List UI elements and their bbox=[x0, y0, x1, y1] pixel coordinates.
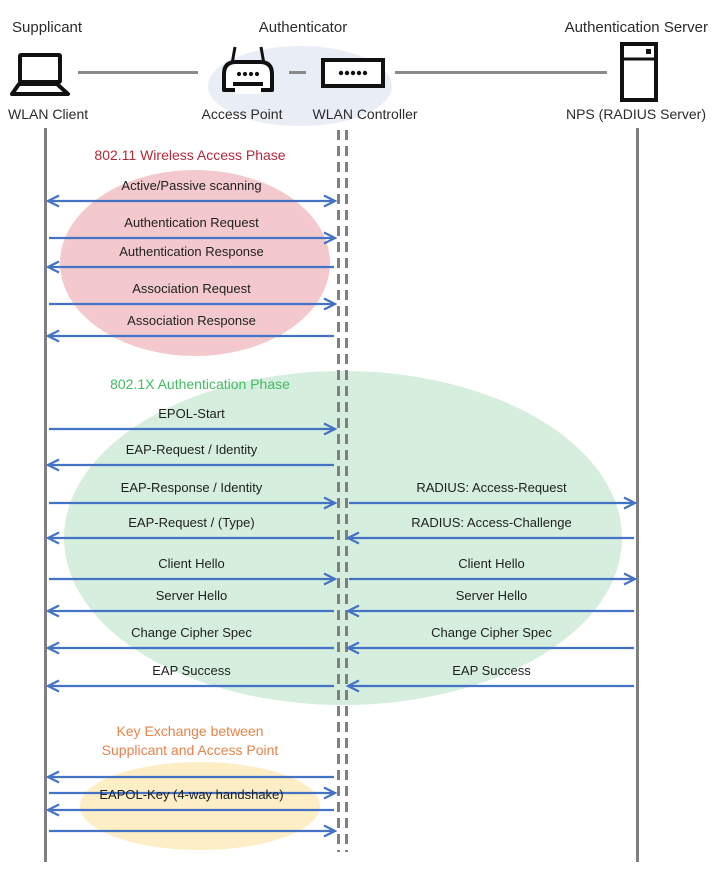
message bbox=[46, 312, 337, 346]
message-label: Server Hello bbox=[155, 588, 228, 603]
message bbox=[46, 624, 337, 658]
message-label: EPOL-Start bbox=[158, 406, 225, 421]
node-label-wlan-client: WLAN Client bbox=[8, 106, 89, 122]
message-label: Authentication Response bbox=[119, 244, 264, 259]
message bbox=[46, 587, 337, 621]
message-arrow-left bbox=[346, 641, 637, 655]
node-label-access-point: Access Point bbox=[201, 106, 283, 122]
message-arrow-right bbox=[46, 422, 337, 436]
phase3-title-line2: Supplicant and Access Point bbox=[101, 742, 279, 758]
message-label: RADIUS: Access-Request bbox=[416, 480, 567, 495]
message-label: Server Hello bbox=[455, 588, 528, 603]
message bbox=[46, 441, 337, 475]
message-label: Change Cipher Spec bbox=[131, 625, 252, 640]
message-label: Active/Passive scanning bbox=[121, 178, 262, 193]
message-label: EAP-Request / Identity bbox=[125, 442, 258, 457]
message-arrow-left bbox=[346, 604, 637, 618]
role-label-supplicant: Supplicant bbox=[12, 19, 83, 36]
message-arrow-left bbox=[46, 679, 337, 693]
node-label-nps-radius-server: NPS (RADIUS Server) bbox=[565, 106, 707, 122]
message bbox=[346, 662, 637, 696]
message-arrow-left bbox=[46, 260, 337, 274]
message-label: EAPOL-Key (4-way handshake) bbox=[99, 787, 284, 802]
message-arrow-right bbox=[46, 572, 337, 586]
message bbox=[46, 280, 337, 314]
message-arrow-right bbox=[46, 297, 337, 311]
message-arrow-left bbox=[346, 679, 637, 693]
message-label: Client Hello bbox=[158, 556, 225, 571]
message-label: Change Cipher Spec bbox=[431, 625, 552, 640]
role-label-authentication-server: Authentication Server bbox=[564, 19, 708, 36]
message bbox=[346, 624, 637, 658]
message-arrow-left bbox=[46, 531, 337, 545]
message-arrow-right bbox=[346, 496, 637, 510]
message-label: RADIUS: Access-Challenge bbox=[411, 515, 572, 530]
message-label: Association Response bbox=[127, 313, 256, 328]
message bbox=[346, 555, 637, 589]
message bbox=[46, 807, 337, 841]
message-arrow-right bbox=[46, 496, 337, 510]
message-arrow-right bbox=[346, 572, 637, 586]
message-arrow-left bbox=[46, 641, 337, 655]
message bbox=[46, 243, 337, 277]
phase2-title: 802.1X Authentication Phase bbox=[110, 376, 290, 392]
message bbox=[346, 514, 637, 548]
message-label: Client Hello bbox=[458, 556, 525, 571]
message bbox=[346, 587, 637, 621]
message bbox=[346, 479, 637, 513]
message bbox=[46, 662, 337, 696]
message-arrow-left bbox=[46, 604, 337, 618]
message-arrow-left bbox=[346, 531, 637, 545]
message-label: Authentication Request bbox=[124, 215, 259, 230]
message bbox=[46, 479, 337, 513]
phase3-title-line1: Key Exchange between bbox=[116, 723, 264, 739]
message bbox=[46, 177, 337, 211]
phase1-title: 802.11 Wireless Access Phase bbox=[94, 147, 286, 163]
message-label: EAP-Response / Identity bbox=[120, 480, 263, 495]
message bbox=[46, 555, 337, 589]
role-label-authenticator: Authenticator bbox=[258, 19, 348, 36]
message-arrow-right bbox=[46, 824, 337, 838]
message-arrow-both bbox=[46, 194, 337, 208]
message-label: EAP-Request / (Type) bbox=[128, 515, 255, 530]
message-arrow-left bbox=[46, 458, 337, 472]
message-label: Association Request bbox=[132, 281, 251, 296]
message-label: EAP Success bbox=[452, 663, 531, 678]
node-label-wlan-controller: WLAN Controller bbox=[312, 106, 418, 122]
message bbox=[46, 405, 337, 439]
message bbox=[46, 514, 337, 548]
message-label: EAP Success bbox=[152, 663, 231, 678]
message-arrow-left bbox=[46, 329, 337, 343]
